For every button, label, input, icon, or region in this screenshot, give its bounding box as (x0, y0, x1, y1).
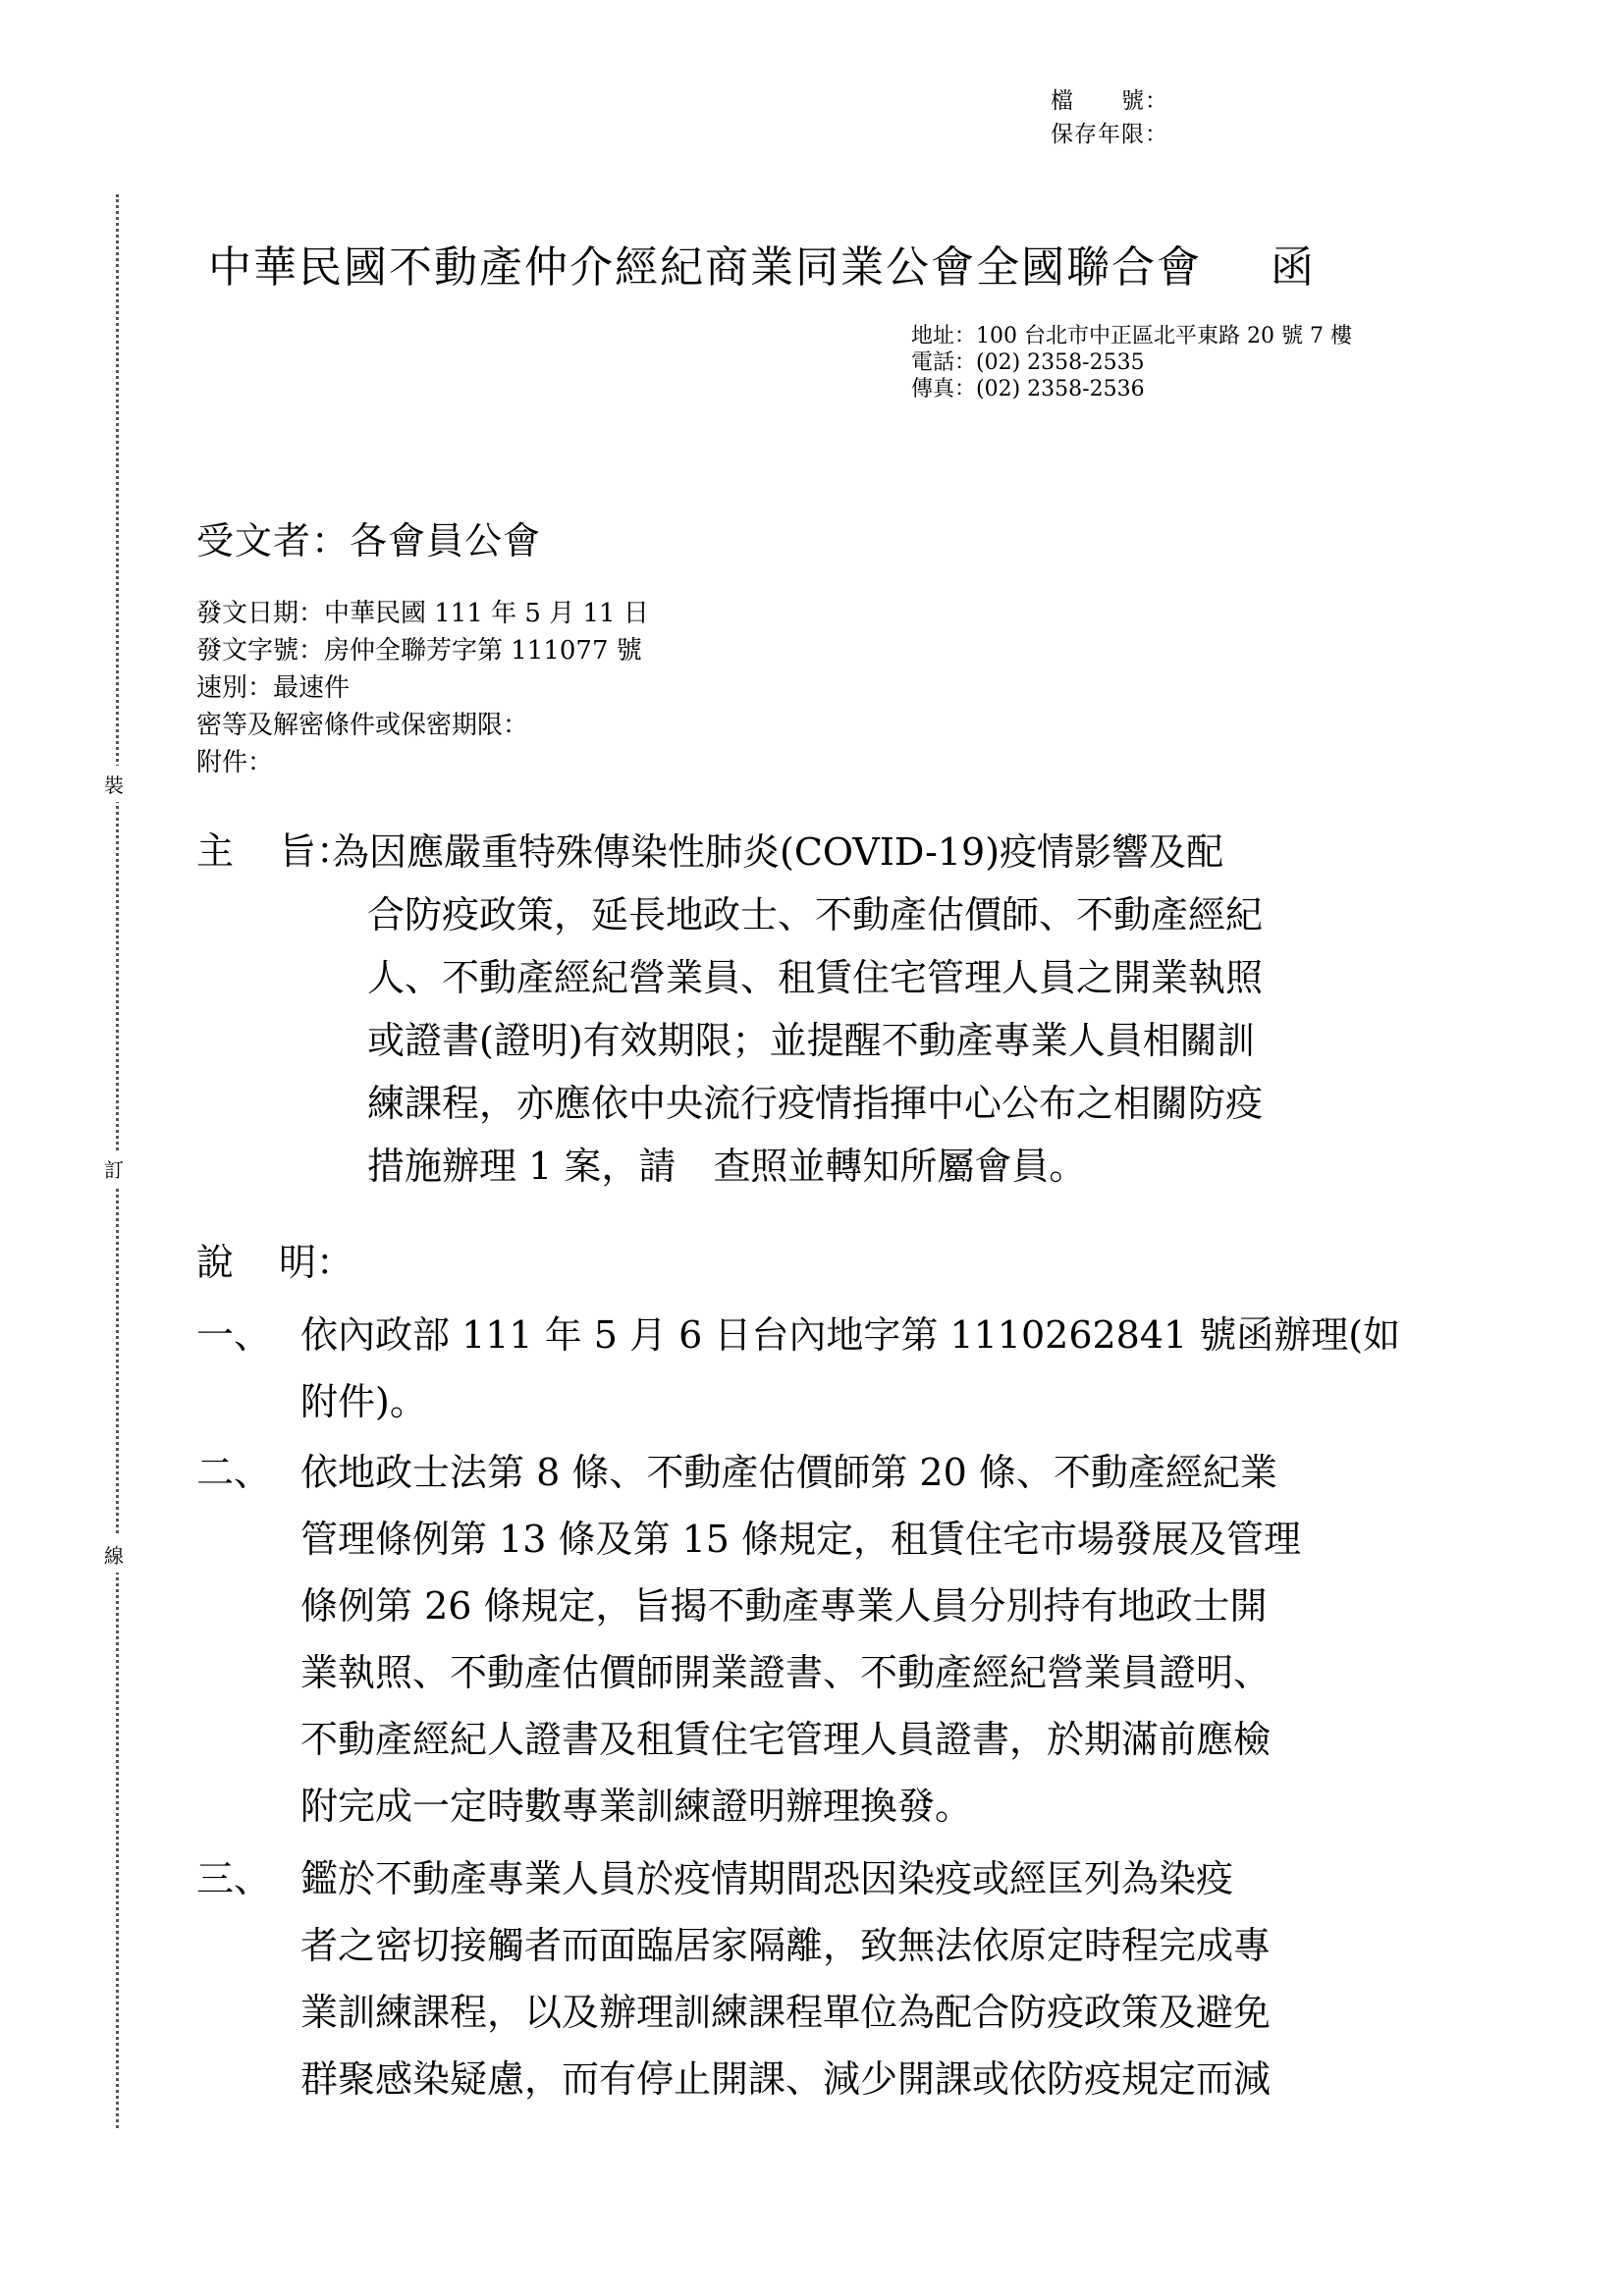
item-number: 一、 (196, 1313, 272, 1357)
binding-char-xian: 線 (104, 1536, 124, 1573)
item-line: 鑑於不動產專業人員於疫情期間恐因染疫或經匡列為染疫 (300, 1857, 1234, 1900)
fax-line: 傳真：(02) 2358-2536 (911, 377, 1145, 401)
item-line: 不動產經紀人證書及租賃住宅管理人員證書，於期滿前應檢 (300, 1718, 1272, 1761)
item-line: 依內政部 111 年 5 月 6 日台內地字第 1110262841 號函辦理(如 (300, 1313, 1401, 1357)
urgency: 速別：最速件 (196, 673, 351, 703)
item-line: 條例第 26 條規定，旨揭不動產專業人員分別持有地政士開 (300, 1584, 1268, 1628)
item-line: 附件)。 (300, 1380, 427, 1423)
issue-date: 發文日期：中華民國 111 年 5 月 11 日 (196, 599, 649, 628)
explanation-label: 說 明： (196, 1241, 354, 1284)
item-line: 群聚感染疑慮，而有停止開課、減少開課或依防疫規定而減 (300, 2057, 1272, 2101)
item-line: 業執照、不動產估價師開業證書、不動產經紀營業員證明、 (300, 1651, 1272, 1694)
binding-char-ding: 訂 (104, 1150, 124, 1187)
confidentiality: 密等及解密條件或保密期限： (196, 711, 529, 740)
subject-line: 合防疫政策，延長地政士、不動產估價師、不動產經紀 (367, 893, 1264, 936)
item-line: 者之密切接觸者而面臨居家隔離，致無法依原定時程完成專 (300, 1924, 1272, 1967)
retention-period-label: 保存年限： (1051, 122, 1168, 147)
issue-number: 發文字號：房仲全聯芳字第 111077 號 (196, 636, 642, 666)
organization-name: 中華民國不動產仲介經紀商業同業公會全國聯合會 (208, 242, 1202, 293)
item-number: 二、 (196, 1451, 272, 1494)
file-number-label: 檔 號： (1051, 88, 1168, 114)
subject-line: 人、不動產經紀營業員、租賃住宅管理人員之開業執照 (367, 956, 1264, 999)
item-line: 管理條例第 13 條及第 15 條規定，租賃住宅市場發展及管理 (300, 1518, 1302, 1561)
subject-body (332, 821, 1422, 1198)
recipient: 受文者：各會員公會 (196, 519, 542, 562)
item-number: 三、 (196, 1857, 272, 1900)
binding-char-zhuang: 裝 (104, 766, 124, 802)
subject-line: 為因應嚴重特殊傳染性肺炎(COVID-19)疫情影響及配 (332, 830, 1224, 874)
phone-line: 電話：(02) 2358-2535 (911, 350, 1145, 375)
subject-line: 或證書(證明)有效期限；並提醒不動產專業人員相關訓 (367, 1019, 1255, 1062)
address-line: 地址：100 台北市中正區北平東路 20 號 7 樓 (911, 324, 1352, 348)
subject-line: 練課程，亦應依中央流行疫情指揮中心公布之相關防疫 (367, 1082, 1264, 1125)
document-title (208, 232, 1316, 294)
document-type: 函 (1271, 242, 1316, 293)
subject-line: 措施辦理 1 案，請 查照並轉知所屬會員。 (367, 1145, 1087, 1188)
item-line: 依地政士法第 8 條、不動產估價師第 20 條、不動產經紀業 (300, 1451, 1277, 1494)
item-line: 業訓練課程，以及辦理訓練課程單位為配合防疫政策及避免 (300, 1991, 1272, 2034)
subject-label: 主 旨： (196, 829, 354, 873)
attachments: 附件： (196, 748, 274, 777)
item-line: 附完成一定時數專業訓練證明辦理換發。 (300, 1785, 973, 1828)
